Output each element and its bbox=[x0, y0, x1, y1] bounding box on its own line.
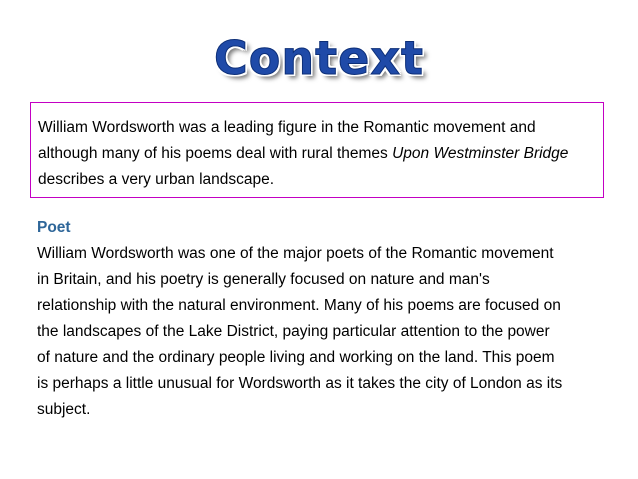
context-line-2-text: although many of his poems deal with rural themes bbox=[38, 145, 393, 162]
poet-line: is perhaps a little unusual for Wordsworth as it takes the city of London as its bbox=[37, 375, 563, 392]
poem-title: Upon Westminster Bridge bbox=[392, 145, 569, 162]
context-box bbox=[30, 102, 604, 198]
poet-line: in Britain, and his poetry is generally focused on nature and man's bbox=[37, 271, 490, 288]
context-paragraph bbox=[38, 115, 603, 193]
context-line-1: William Wordsworth was a leading figure in the Romantic movement and bbox=[38, 119, 536, 136]
poet-paragraph bbox=[37, 241, 627, 423]
poet-line: the landscapes of the Lake District, paying particular attention to the power bbox=[37, 323, 550, 340]
poet-line: William Wordsworth was one of the major poets of the Romantic movement bbox=[37, 245, 554, 262]
poet-section bbox=[37, 215, 627, 423]
poet-heading: Poet bbox=[37, 219, 71, 236]
poet-line: subject. bbox=[37, 401, 91, 418]
context-line-2 bbox=[38, 141, 603, 167]
page-title: Context bbox=[214, 31, 424, 85]
poet-line: relationship with the natural environment. Many of his poems are focused on bbox=[37, 297, 561, 314]
context-line-3: describes a very urban landscape. bbox=[38, 171, 275, 188]
poet-line: of nature and the ordinary people living and working on the land. This poem bbox=[37, 349, 555, 366]
